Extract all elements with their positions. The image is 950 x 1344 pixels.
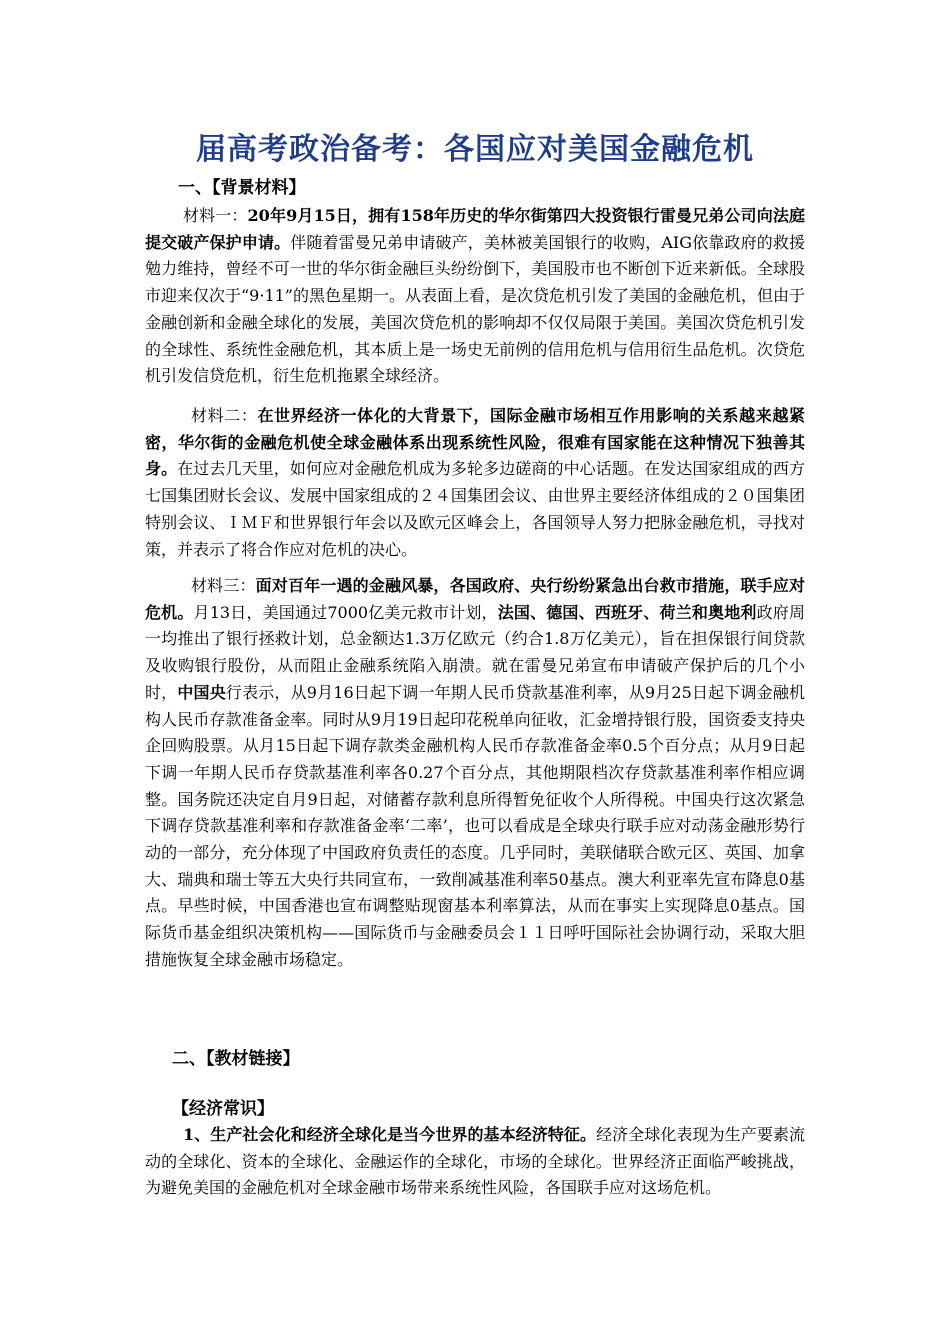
material-one-paragraph xyxy=(145,203,805,390)
section-heading-textbook-link: 二、【教材链接】 xyxy=(172,1049,300,1069)
material-three-bold-text-3: 中国央 xyxy=(177,682,226,702)
material-two-text: 在过去几天里，如何应对金融危机成为多轮多边磋商的中心话题。在发达国家组成的西方七国集团财长会议、发展中国家组成的２４国集团会议、由世界主要经济体组成的２０国集团特别会议、ＩＭＦ和世界银行年会以及欧元区峰会上，各国领导人努力把脉金融危机，寻找对策，并表示了将合作应对危机的决心。 xyxy=(145,459,805,559)
material-one-label: 材料一： xyxy=(183,206,248,225)
material-three-label: 材料三： xyxy=(191,576,256,595)
material-three-paragraph xyxy=(145,573,805,974)
material-one-bold-text: 20年9月15日，拥有158年历史的华尔街第四大投资银行雷曼兄弟公司向法庭提交破产保护申请。 xyxy=(145,206,805,252)
material-two-label: 材料二： xyxy=(191,406,258,425)
economics-point-one-paragraph xyxy=(145,1122,805,1202)
material-one-text: 伴随着雷曼兄弟申请破产，美林被美国银行的收购，AIG依靠政府的救援勉力维持，曾经不可一世的华尔街金融巨头纷纷倒下，美国股市也不断创下近来新低。全球股市迎来仅次于“9·11”的黑色星期一。从表面上看，是次贷危机引发了美国的金融危机，但由于金融创新和金融全球化的发展，美国次贷危机的影响却不仅仅局限于美国。美国次贷危机引发的全球性、系统性金融危机，其本质上是一场史无前例的信用危机与信用衍生品危机。次贷危机引发信贷危机，衍生危机拖累全球经济。 xyxy=(145,232,805,386)
section-heading-background: 一、【背景材料】 xyxy=(178,178,306,198)
material-two-bold-text: 在世界经济一体化的大背景下，国际金融市场相互作用影响的关系越来越紧密，华尔街的金融危机使全球金融体系出现系统性风险，很难有国家能在这种情况下独善其身。 xyxy=(145,406,805,479)
material-three-text-3: 行表示，从9月16日起下调一年期人民币贷款基准利率，从9月25日起下调金融机构人民币存款准备金率。同时从9月19日起印花税单向征收，汇金增持银行股，国资委支持央企回购股票。从月15日起下调存款类金融机构人民币存款准备金率0.5个百分点；从月9日起下调一年期人民币存贷款基准利率各0.27个百分点，其他期限档次存贷款基准利率作相应调整。国务院还决定自月9日起，对储蓄存款利息所得暂免征收个人所得税。中国央行这次紧急下调存贷款基准利率和存款准备金率‘二率’，也可以看成是全球央行联手应对动荡金融形势行动的一部分，充分体现了中国政府负责任的态度。几乎同时，美联储联合欧元区、英国、加拿大、瑞典和瑞士等五大央行共同宣布，一致削减基准利率50基点。澳大利亚率先宣布降息0基点。早些时候，中国香港也宣布调整贴现窗基本利率算法，从而在事实上实现降息0基点。国际货币基金组织决策机构——国际货币与金融委员会１１日呼吁国际社会协调行动，采取大胆措施恢复全球金融市场稳定。 xyxy=(145,682,805,969)
economics-point-one-bold-text: 1、生产社会化和经济全球化是当今世界的基本经济特征。 xyxy=(183,1125,597,1144)
economics-point-one-text: 经济全球化表现为生产要素流动的全球化、资本的全球化、金融运作的全球化，市场的全球化。世界经济正面临严峻挑战，为避免美国的金融危机对全球金融市场带来系统性风险，各国联手应对这场危机。 xyxy=(145,1125,805,1198)
material-two-paragraph xyxy=(145,403,805,563)
material-three-text-2: 政府周一均推出了银行拯救计划，总金额达1.3万亿欧元（约合1.8万亿美元），旨在担保银行间贷款及收购银行股份，从而阻止金融系统陷入崩溃。就在雷曼兄弟宣布申请破产保护后的几个小时， xyxy=(145,602,805,702)
document-title: 届高考政治备考：各国应对美国金融危机 xyxy=(196,132,754,167)
sub-heading-economics: 【经济常识】 xyxy=(172,1099,274,1119)
material-three-bold-text-2: 法国、德国、西班牙、荷兰和奥地利 xyxy=(497,602,757,622)
material-three-text-1: 月13日，美国通过7000亿美元救市计划， xyxy=(193,602,498,622)
material-three-bold-text-1: 面对百年一遇的金融风暴，各国政府、央行纷纷紧急出台救市措施，联手应对危机。 xyxy=(145,576,805,622)
